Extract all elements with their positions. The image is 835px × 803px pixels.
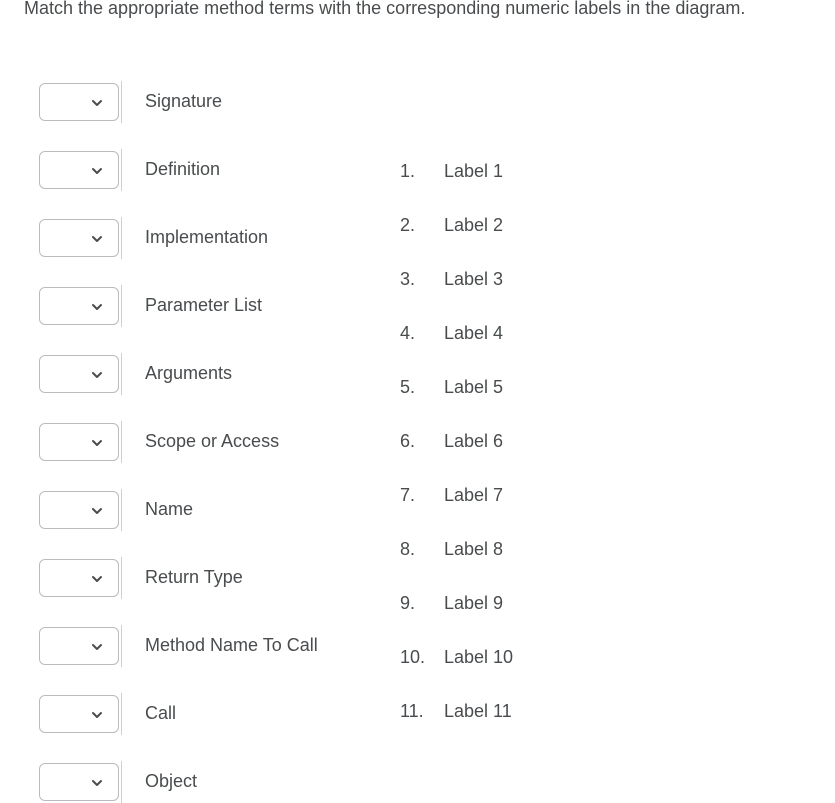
term-label: Definition bbox=[145, 159, 221, 179]
term-label: Parameter List bbox=[145, 295, 263, 315]
term-label: Signature bbox=[145, 91, 223, 111]
label-number: 11. bbox=[400, 701, 424, 721]
term-answer-dropdown[interactable] bbox=[39, 491, 119, 529]
chevron-down-icon bbox=[90, 164, 104, 178]
row-divider bbox=[121, 557, 122, 599]
row-divider bbox=[121, 489, 122, 531]
row-divider bbox=[121, 353, 122, 395]
label-text: Label 3 bbox=[444, 269, 504, 289]
term-answer-dropdown[interactable] bbox=[39, 151, 119, 189]
term-label: Method Name To Call bbox=[145, 635, 318, 655]
chevron-down-icon bbox=[90, 436, 104, 450]
term-answer-dropdown[interactable] bbox=[39, 355, 119, 393]
chevron-down-icon bbox=[90, 776, 104, 790]
label-text: Label 2 bbox=[444, 215, 504, 235]
label-number: 5. bbox=[400, 377, 416, 397]
term-answer-dropdown[interactable] bbox=[39, 695, 119, 733]
chevron-down-icon bbox=[90, 232, 104, 246]
row-divider bbox=[121, 625, 122, 667]
label-number: 4. bbox=[400, 323, 416, 343]
label-number: 7. bbox=[400, 485, 416, 505]
term-answer-dropdown[interactable] bbox=[39, 559, 119, 597]
term-label: Scope or Access bbox=[145, 431, 280, 451]
label-text: Label 6 bbox=[444, 431, 504, 451]
label-text: Label 9 bbox=[444, 593, 504, 613]
label-text: Label 7 bbox=[444, 485, 504, 505]
term-label: Call bbox=[145, 703, 177, 723]
term-answer-dropdown[interactable] bbox=[39, 423, 119, 461]
label-text: Label 8 bbox=[444, 539, 504, 559]
chevron-down-icon bbox=[90, 572, 104, 586]
chevron-down-icon bbox=[90, 708, 104, 722]
label-number: 2. bbox=[400, 215, 416, 235]
label-text: Label 4 bbox=[444, 323, 504, 343]
chevron-down-icon bbox=[90, 368, 104, 382]
term-answer-dropdown[interactable] bbox=[39, 763, 119, 801]
term-label: Arguments bbox=[145, 363, 233, 383]
label-number: 8. bbox=[400, 539, 416, 559]
question-text: Match the appropriate method terms with the corresponding numeric labels in the diagram. bbox=[24, 0, 746, 18]
row-divider bbox=[121, 761, 122, 803]
row-divider bbox=[121, 285, 122, 327]
label-text: Label 5 bbox=[444, 377, 504, 397]
label-text: Label 11 bbox=[444, 701, 512, 721]
term-answer-dropdown[interactable] bbox=[39, 287, 119, 325]
term-answer-dropdown[interactable] bbox=[39, 83, 119, 121]
label-number: 9. bbox=[400, 593, 416, 613]
term-label: Return Type bbox=[145, 567, 243, 587]
row-divider bbox=[121, 421, 122, 463]
term-label: Name bbox=[145, 499, 194, 519]
row-divider bbox=[121, 149, 122, 191]
row-divider bbox=[121, 217, 122, 259]
chevron-down-icon bbox=[90, 300, 104, 314]
row-divider bbox=[121, 693, 122, 735]
row-divider bbox=[121, 81, 122, 123]
term-answer-dropdown[interactable] bbox=[39, 627, 119, 665]
term-answer-dropdown[interactable] bbox=[39, 219, 119, 257]
term-label: Implementation bbox=[145, 227, 269, 247]
chevron-down-icon bbox=[90, 504, 104, 518]
label-number: 10. bbox=[400, 647, 426, 667]
term-label: Object bbox=[145, 771, 198, 791]
chevron-down-icon bbox=[90, 96, 104, 110]
label-text: Label 1 bbox=[444, 161, 504, 181]
label-number: 3. bbox=[400, 269, 416, 289]
label-number: 6. bbox=[400, 431, 416, 451]
label-number: 1. bbox=[400, 161, 416, 181]
chevron-down-icon bbox=[90, 640, 104, 654]
label-text: Label 10 bbox=[444, 647, 514, 667]
